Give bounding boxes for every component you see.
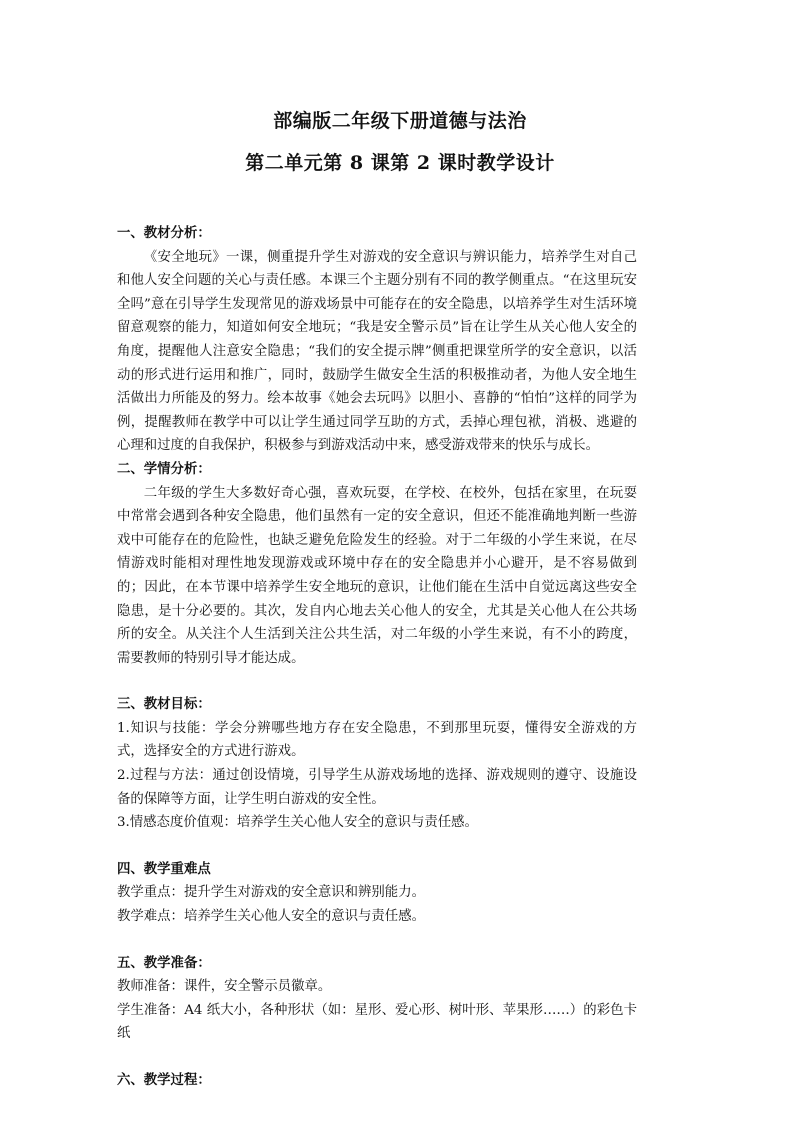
section-spacer [117,929,637,952]
section-heading-teaching-goals: 三、教材目标： [117,696,211,713]
section-heading-teaching-process: 六、教学过程： [117,1072,211,1088]
goal-item: 2.过程与方法：通过创设情境，引导学生从游戏场地的选择、游戏规则的遵守、设施设备的保障等方面，让学生明白游戏的安全性。 [117,768,637,807]
section-paragraph: 二年级的学生大多数好奇心强，喜欢玩耍，在学校、在校外，包括在家里，在玩耍中常常会遇到各种安全隐患，他们虽然有一定的安全意识，但还不能准确地判断一些游戏中可能存在的危险性，也缺乏避免危险发生的经验。对于二年级的小学生来说，在尽情游戏时能相对理性地发现游戏或环境中存在的安全隐患并小心避开，是不容易做到的；因此，在本节课中培养学生安全地玩的意识，让他们能在生活中自觉远离这些安全隐患，是十分必要的。其次，发自内心地去关心他人的安全，尤其是关心他人在公共场所的安全。从关注个人生活到关注公共生活，对二年级的小学生来说，有不小的跨度，需要教师的特别引导才能达成。 [117,485,637,666]
section-heading-textbook-analysis: 一、教材分析： [117,225,211,241]
preparation-item: 教师准备：课件，安全警示员徽章。 [117,979,332,995]
section-heading-key-points: 四、教学重难点 [117,860,211,877]
document-body [117,222,637,1093]
key-point-item: 教学难点：培养学生关心他人安全的意识与责任感。 [117,909,425,925]
section-spacer [117,670,637,693]
document-title: 部编版二年级下册道德与法治 [273,110,527,132]
section-heading-preparation: 五、教学准备： [117,954,211,971]
preparation-item: 学生准备：A4 纸大小，各种形状（如：星形、爱心形、树叶形、苹果形……）的彩色卡纸 [117,1002,637,1042]
document-subtitle: 第二单元第 8 课第 2 课时教学设计 [245,152,555,174]
section-paragraph: 《安全地玩》一课，侧重提升学生对游戏的安全意识与辨识能力，培养学生对自己和他人安全问题的关心与责任感。本课三个主题分别有不同的教学侧重点。“在这里玩安全吗”意在引导学生发现常见的游戏场景中可能存在的安全隐患，以培养学生对生活环境留意观察的能力，知道如何安全地玩；“我是安全警示员”旨在让学生从关心他人安全的角度，提醒他人注意安全隐患；“我们的安全提示牌”侧重把课堂所学的安全意识，以活动的形式进行运用和推广，同时，鼓励学生做安全生活的积极推动者，为他人安全地生活做出力所能及的努力。绘本故事《她会去玩吗》以胆小、喜静的“怕怕”这样的同学为例，提醒教师在教学中可以让学生通过同学互助的方式，丢掉心理包袱，消极、逃避的心理和过度的自我保护，积极参与到游戏活动中来，感受游戏带来的快乐与成长。 [117,249,637,454]
section-spacer [117,1046,637,1069]
section-spacer [117,835,637,858]
key-point-item: 教学重点：提升学生对游戏的安全意识和辨别能力。 [117,885,425,901]
section-heading-student-analysis: 二、学情分析： [117,460,211,477]
goal-item: 1.知识与技能：学会分辨哪些地方存在安全隐患，不到那里玩耍，懂得安全游戏的方式，选择安全的方式进行游戏。 [117,720,637,760]
goal-item: 3.情感态度价值观：培养学生关心他人安全的意识与责任感。 [117,815,478,831]
